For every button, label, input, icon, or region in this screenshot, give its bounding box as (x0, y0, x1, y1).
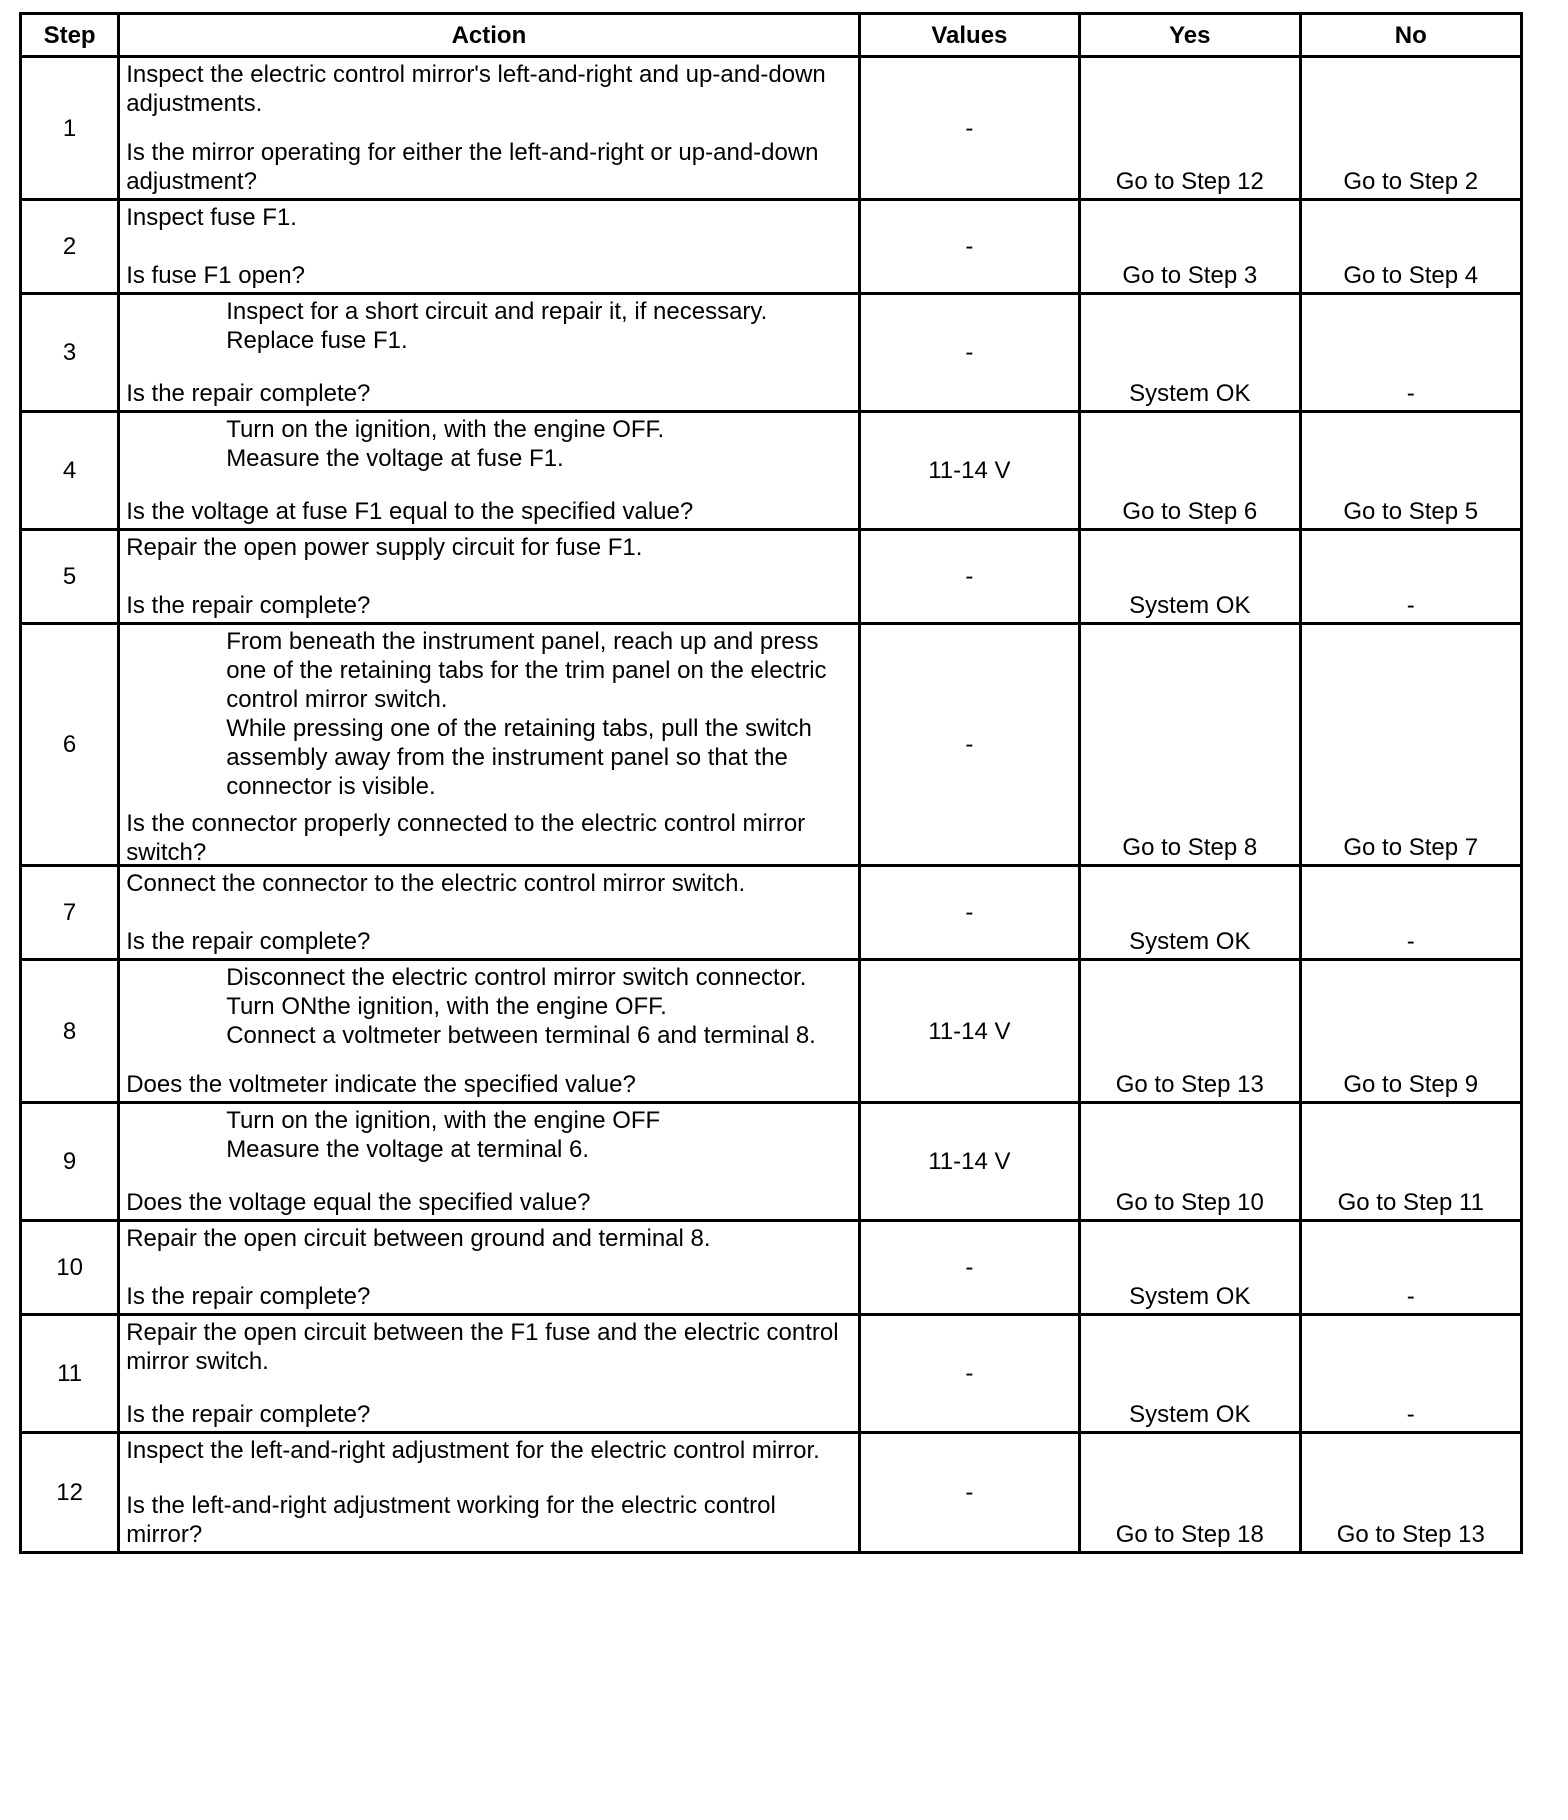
action-cell (119, 1103, 859, 1221)
step-number: 8 (21, 960, 119, 1103)
values-cell: - (859, 1315, 1079, 1433)
no-cell: - (1300, 294, 1521, 412)
header-values: Values (859, 14, 1079, 57)
yes-cell: System OK (1080, 530, 1300, 624)
table-row (21, 57, 1522, 200)
step-question: Is the voltage at fuse F1 equal to the specified value? (126, 498, 694, 525)
table-row (21, 1103, 1522, 1221)
yes-cell: Go to Step 12 (1080, 57, 1300, 200)
step-number: 12 (21, 1433, 119, 1553)
action-cell (119, 866, 859, 960)
instruction-item: Turn on the ignition, with the engine OFF. (226, 416, 665, 443)
step-number: 6 (21, 624, 119, 866)
no-cell: Go to Step 13 (1300, 1433, 1521, 1553)
instruction-item: Replace fuse F1. (226, 327, 408, 354)
action-cell (119, 960, 859, 1103)
diagnostic-table (19, 12, 1523, 1554)
no-cell: Go to Step 4 (1300, 200, 1521, 294)
yes-cell: System OK (1080, 294, 1300, 412)
table-row (21, 866, 1522, 960)
header-no: No (1300, 14, 1521, 57)
values-cell: - (859, 294, 1079, 412)
table-row (21, 1433, 1522, 1553)
values-cell: - (859, 1221, 1079, 1315)
step-question: Is fuse F1 open? (126, 262, 305, 289)
instruction-item: Inspect for a short circuit and repair it, if necessary. (226, 298, 768, 325)
no-cell: Go to Step 2 (1300, 57, 1521, 200)
instruction-item: Measure the voltage at terminal 6. (226, 1136, 590, 1163)
step-number: 2 (21, 200, 119, 294)
step-question: Is the repair complete? (126, 1283, 371, 1310)
instruction-item: Connect a voltmeter between terminal 6 and terminal 8. (226, 1022, 816, 1049)
no-cell: Go to Step 5 (1300, 412, 1521, 530)
instruction-item: Inspect fuse F1. (126, 204, 297, 231)
step-question: Does the voltage equal the specified value? (126, 1189, 591, 1216)
step-question: Is the mirror operating for either the left-and-right or up-and-down adjustment? (126, 139, 819, 195)
instruction-list (126, 869, 851, 898)
instruction-item: While pressing one of the retaining tabs, pull the switch assembly away from the instrument panel so that the connector is visible. (226, 715, 812, 800)
instruction-list (126, 1224, 851, 1253)
table-row (21, 1315, 1522, 1433)
action-cell (119, 1315, 859, 1433)
no-cell: - (1300, 1315, 1521, 1433)
table-row (21, 200, 1522, 294)
step-question: Is the repair complete? (126, 928, 371, 955)
step-question: Is the repair complete? (126, 592, 371, 619)
step-number: 9 (21, 1103, 119, 1221)
action-cell (119, 1221, 859, 1315)
values-cell: - (859, 530, 1079, 624)
instruction-list (126, 297, 851, 355)
instruction-list (126, 627, 851, 801)
step-number: 3 (21, 294, 119, 412)
no-cell: - (1300, 1221, 1521, 1315)
action-cell (119, 412, 859, 530)
no-cell: - (1300, 866, 1521, 960)
action-cell (119, 57, 859, 200)
step-number: 1 (21, 57, 119, 200)
action-cell (119, 530, 859, 624)
yes-cell: Go to Step 13 (1080, 960, 1300, 1103)
instruction-item: Turn on the ignition, with the engine OFF (226, 1107, 661, 1134)
table-row (21, 1221, 1522, 1315)
no-cell: Go to Step 9 (1300, 960, 1521, 1103)
values-cell: - (859, 200, 1079, 294)
yes-cell: System OK (1080, 1315, 1300, 1433)
yes-cell: Go to Step 3 (1080, 200, 1300, 294)
instruction-item: Inspect the left-and-right adjustment for the electric control mirror. (126, 1437, 820, 1464)
instruction-item: Disconnect the electric control mirror switch connector. (226, 964, 807, 991)
step-number: 10 (21, 1221, 119, 1315)
instruction-item: Inspect the electric control mirror's left-and-right and up-and-down adjustments. (126, 61, 826, 117)
action-cell (119, 1433, 859, 1553)
header-yes: Yes (1080, 14, 1300, 57)
no-cell: Go to Step 7 (1300, 624, 1521, 866)
step-question: Is the repair complete? (126, 380, 371, 407)
instruction-item: Repair the open circuit between the F1 fuse and the electric control mirror switch. (126, 1319, 839, 1375)
step-number: 4 (21, 412, 119, 530)
values-cell: - (859, 1433, 1079, 1553)
instruction-item: Turn ONthe ignition, with the engine OFF. (226, 993, 667, 1020)
step-question: Is the left-and-right adjustment working for the electric control mirror? (126, 1492, 776, 1548)
instruction-list (126, 1106, 851, 1164)
header-action: Action (119, 14, 859, 57)
step-question: Does the voltmeter indicate the specified value? (126, 1071, 636, 1098)
values-cell: 11-14 V (859, 1103, 1079, 1221)
yes-cell: Go to Step 18 (1080, 1433, 1300, 1553)
table-row (21, 624, 1522, 866)
header-step: Step (21, 14, 119, 57)
instruction-list (126, 415, 851, 473)
step-number: 5 (21, 530, 119, 624)
yes-cell: System OK (1080, 866, 1300, 960)
instruction-list (126, 1436, 851, 1465)
action-cell (119, 624, 859, 866)
step-question: Is the connector properly connected to the electric control mirror switch? (126, 810, 806, 866)
instruction-list (126, 963, 851, 1050)
table-row (21, 530, 1522, 624)
instruction-item: Connect the connector to the electric control mirror switch. (126, 870, 746, 897)
instruction-list (126, 60, 851, 118)
yes-cell: Go to Step 8 (1080, 624, 1300, 866)
step-number: 11 (21, 1315, 119, 1433)
instruction-item: Repair the open circuit between ground and terminal 8. (126, 1225, 711, 1252)
instruction-item: Measure the voltage at fuse F1. (226, 445, 564, 472)
instruction-list (126, 533, 851, 562)
table-row (21, 960, 1522, 1103)
header-row (21, 14, 1522, 57)
table-row (21, 294, 1522, 412)
values-cell: 11-14 V (859, 960, 1079, 1103)
action-cell (119, 294, 859, 412)
no-cell: Go to Step 11 (1300, 1103, 1521, 1221)
yes-cell: Go to Step 10 (1080, 1103, 1300, 1221)
step-number: 7 (21, 866, 119, 960)
values-cell: - (859, 57, 1079, 200)
values-cell: - (859, 624, 1079, 866)
no-cell: - (1300, 530, 1521, 624)
yes-cell: System OK (1080, 1221, 1300, 1315)
instruction-item: From beneath the instrument panel, reach up and press one of the retaining tabs for the trim panel on the electric control mirror switch. (226, 628, 827, 713)
action-cell (119, 200, 859, 294)
instruction-item: Repair the open power supply circuit for fuse F1. (126, 534, 643, 561)
values-cell: 11-14 V (859, 412, 1079, 530)
values-cell: - (859, 866, 1079, 960)
step-question: Is the repair complete? (126, 1401, 371, 1428)
instruction-list (126, 203, 851, 232)
table-row (21, 412, 1522, 530)
yes-cell: Go to Step 6 (1080, 412, 1300, 530)
instruction-list (126, 1318, 851, 1376)
